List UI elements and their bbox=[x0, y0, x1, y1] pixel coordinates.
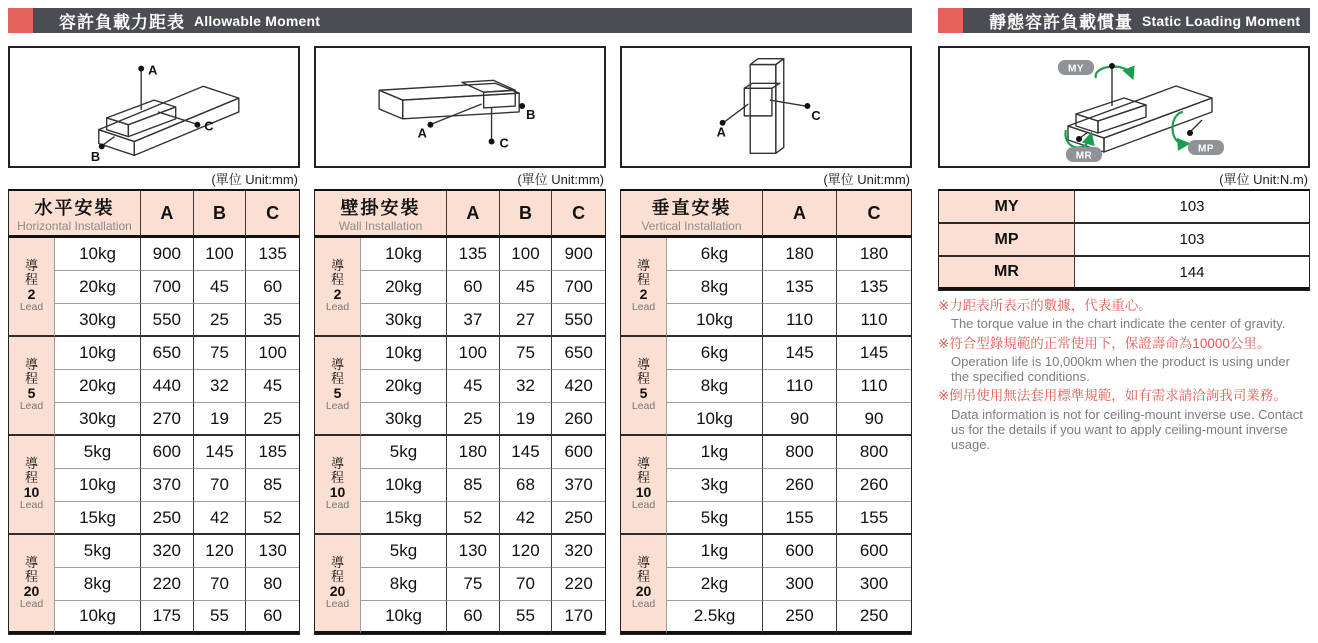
lead-number: 20 bbox=[23, 582, 40, 599]
diagram-point-dots bbox=[427, 103, 525, 144]
lead-cell bbox=[9, 238, 55, 337]
lead-cell bbox=[621, 337, 667, 436]
column-header-a: A bbox=[141, 191, 194, 238]
vertical-installation-diagram bbox=[620, 46, 912, 168]
lead-number: 5 bbox=[27, 385, 36, 402]
value-cell: 650 bbox=[552, 337, 605, 370]
lead-en: Lead bbox=[325, 301, 350, 314]
value-cell: 120 bbox=[194, 535, 247, 568]
load-cell: 8kg bbox=[667, 370, 763, 403]
value-cell: 170 bbox=[552, 601, 605, 634]
horizontal-installation-column bbox=[8, 46, 300, 635]
value-cell: 800 bbox=[763, 436, 837, 469]
value-cell: 270 bbox=[141, 403, 194, 436]
value-cell: 45 bbox=[447, 370, 500, 403]
value-cell: 145 bbox=[837, 337, 911, 370]
horizontal-diagram-svg bbox=[10, 48, 298, 166]
value-cell: 250 bbox=[552, 502, 605, 535]
value-cell: 180 bbox=[447, 436, 500, 469]
table-title-en: Vertical Installation bbox=[641, 218, 742, 233]
lead-zh-char: 程 bbox=[330, 371, 344, 387]
diagram-linework bbox=[379, 80, 519, 139]
unit-label-mm: (單位 Unit:mm) bbox=[211, 172, 298, 187]
column-header-c: C bbox=[837, 191, 911, 238]
load-cell: 6kg bbox=[667, 238, 763, 271]
value-cell: 145 bbox=[763, 337, 837, 370]
load-cell: 5kg bbox=[361, 535, 447, 568]
lead-en: Lead bbox=[631, 301, 656, 314]
value-cell: 110 bbox=[763, 304, 837, 337]
load-cell: 10kg bbox=[55, 337, 141, 370]
value-cell: 90 bbox=[763, 403, 837, 436]
allowable-moment-section bbox=[8, 8, 912, 635]
unit-label-mm: (單位 Unit:mm) bbox=[517, 172, 604, 187]
load-cell: 30kg bbox=[361, 304, 447, 337]
diagram-point-dots bbox=[1076, 63, 1193, 142]
diagram-linework bbox=[725, 59, 806, 154]
value-cell: 25 bbox=[246, 403, 299, 436]
value-cell: 700 bbox=[552, 271, 605, 304]
value-cell: 250 bbox=[837, 601, 911, 634]
column-header-a: A bbox=[447, 191, 500, 238]
value-cell: 370 bbox=[141, 469, 194, 502]
value-cell: 100 bbox=[194, 238, 247, 271]
value-cell: 35 bbox=[246, 304, 299, 337]
lead-zh-char: 導 bbox=[636, 258, 650, 274]
lead-zh-char: 程 bbox=[636, 371, 650, 387]
lead-number: 10 bbox=[329, 484, 346, 501]
value-cell: 110 bbox=[837, 304, 911, 337]
static-label-mp: MP bbox=[939, 224, 1075, 257]
lead-cell bbox=[315, 535, 361, 634]
value-cell: 37 bbox=[447, 304, 500, 337]
static-label-mr: MR bbox=[939, 257, 1075, 290]
value-cell: 52 bbox=[246, 502, 299, 535]
value-cell: 75 bbox=[500, 337, 553, 370]
static-moment-table bbox=[938, 189, 1310, 291]
value-cell: 220 bbox=[552, 568, 605, 601]
value-cell: 180 bbox=[763, 238, 837, 271]
load-cell: 10kg bbox=[361, 337, 447, 370]
mp-badge-label: MP bbox=[1198, 143, 1214, 155]
wall-installation-table bbox=[314, 189, 606, 635]
lead-zh-char: 導 bbox=[330, 357, 344, 373]
mr-badge-label: MR bbox=[1075, 150, 1093, 162]
column-header-c: C bbox=[246, 191, 299, 238]
load-cell: 5kg bbox=[55, 535, 141, 568]
value-cell: 420 bbox=[552, 370, 605, 403]
load-cell: 5kg bbox=[361, 436, 447, 469]
load-cell: 10kg bbox=[55, 601, 141, 634]
value-cell: 19 bbox=[500, 403, 553, 436]
lead-zh-char: 程 bbox=[636, 272, 650, 288]
load-cell: 30kg bbox=[361, 403, 447, 436]
static-loading-header bbox=[938, 8, 1310, 33]
value-cell: 25 bbox=[194, 304, 247, 337]
section-title-zh: 容許負載力距表 bbox=[59, 13, 185, 32]
value-cell: 900 bbox=[552, 238, 605, 271]
installation-columns bbox=[8, 46, 912, 635]
load-cell: 10kg bbox=[55, 238, 141, 271]
value-cell: 135 bbox=[447, 238, 500, 271]
value-cell: 68 bbox=[500, 469, 553, 502]
lead-zh-char: 導 bbox=[330, 456, 344, 472]
vertical-diagram-svg bbox=[622, 48, 910, 166]
value-cell: 600 bbox=[141, 436, 194, 469]
value-cell: 300 bbox=[837, 568, 911, 601]
section-title-en: Allowable Moment bbox=[194, 12, 321, 29]
lead-zh-char: 程 bbox=[636, 568, 650, 584]
lead-en: Lead bbox=[19, 301, 44, 314]
value-cell: 135 bbox=[763, 271, 837, 304]
value-cell: 600 bbox=[837, 535, 911, 568]
value-cell: 250 bbox=[763, 601, 837, 634]
lead-en: Lead bbox=[19, 400, 44, 413]
load-cell: 8kg bbox=[55, 568, 141, 601]
lead-cell bbox=[9, 535, 55, 634]
note-text-zh: ※力距表所表示的數據，代表重心。 bbox=[938, 298, 1152, 313]
value-cell: 135 bbox=[837, 271, 911, 304]
value-cell: 120 bbox=[500, 535, 553, 568]
value-cell: 55 bbox=[500, 601, 553, 634]
diagram-point-dots bbox=[720, 103, 811, 126]
value-cell: 19 bbox=[194, 403, 247, 436]
notes-list bbox=[938, 297, 1310, 456]
point-b-label: B bbox=[526, 106, 536, 122]
value-cell: 300 bbox=[763, 568, 837, 601]
allowable-moment-header bbox=[8, 8, 912, 33]
static-column-wrap bbox=[938, 46, 1310, 456]
load-cell: 6kg bbox=[667, 337, 763, 370]
lead-en: Lead bbox=[325, 499, 350, 512]
lead-number: 10 bbox=[635, 484, 652, 501]
load-cell: 15kg bbox=[55, 502, 141, 535]
point-a-label: A bbox=[417, 125, 427, 141]
horizontal-installation-table bbox=[8, 189, 300, 635]
value-cell: 100 bbox=[447, 337, 500, 370]
note-item bbox=[938, 297, 1310, 332]
point-a-label: A bbox=[716, 124, 726, 140]
value-cell: 440 bbox=[141, 370, 194, 403]
lead-zh-char: 程 bbox=[24, 470, 38, 486]
accent-square bbox=[8, 8, 33, 33]
lead-en: Lead bbox=[631, 597, 656, 610]
value-cell: 45 bbox=[246, 370, 299, 403]
accent-square bbox=[938, 8, 963, 33]
lead-number: 2 bbox=[639, 286, 648, 303]
value-cell: 135 bbox=[246, 238, 299, 271]
value-cell: 600 bbox=[552, 436, 605, 469]
lead-zh-char: 導 bbox=[24, 554, 38, 570]
lead-zh-char: 導 bbox=[24, 456, 38, 472]
lead-zh-char: 導 bbox=[330, 258, 344, 274]
lead-cell bbox=[621, 238, 667, 337]
lead-number: 20 bbox=[635, 582, 652, 599]
lead-cell bbox=[9, 436, 55, 535]
value-cell: 155 bbox=[763, 502, 837, 535]
value-cell: 800 bbox=[837, 436, 911, 469]
static-diagram-svg bbox=[940, 48, 1308, 166]
section-title-en: Static Loading Moment bbox=[1142, 12, 1301, 29]
value-cell: 75 bbox=[447, 568, 500, 601]
point-a-label: A bbox=[148, 62, 158, 78]
value-cell: 85 bbox=[447, 469, 500, 502]
note-text-zh: ※符合型錄規範的正常使用下，保證壽命為10000公里。 bbox=[938, 335, 1271, 351]
note-text-en: The torque value in the chart indicate the center of gravity. bbox=[951, 316, 1286, 332]
note-text-zh: ※倒吊使用無法套用標準規範，如有需求請洽詢我司業務。 bbox=[938, 388, 1287, 404]
static-value-mr: 144 bbox=[1075, 257, 1309, 290]
lead-cell bbox=[315, 436, 361, 535]
value-cell: 260 bbox=[552, 403, 605, 436]
wall-installation-column bbox=[314, 46, 606, 635]
static-value-my: 103 bbox=[1075, 191, 1309, 224]
value-cell: 42 bbox=[194, 502, 247, 535]
lead-en: Lead bbox=[325, 400, 350, 413]
unit-label-mm: (單位 Unit:mm) bbox=[823, 172, 910, 187]
load-cell: 10kg bbox=[361, 238, 447, 271]
value-cell: 27 bbox=[500, 304, 553, 337]
lead-zh-char: 導 bbox=[636, 357, 650, 373]
table-title bbox=[9, 191, 141, 238]
load-cell: 30kg bbox=[55, 403, 141, 436]
value-cell: 550 bbox=[141, 304, 194, 337]
value-cell: 900 bbox=[141, 238, 194, 271]
value-cell: 650 bbox=[141, 337, 194, 370]
unit-label-nm: (單位 Unit:N.m) bbox=[1219, 172, 1308, 187]
value-cell: 110 bbox=[837, 370, 911, 403]
diagram-linework bbox=[99, 69, 239, 156]
load-cell: 30kg bbox=[55, 304, 141, 337]
load-cell: 5kg bbox=[55, 436, 141, 469]
lead-zh-char: 導 bbox=[24, 357, 38, 373]
load-cell: 8kg bbox=[667, 271, 763, 304]
lead-zh-char: 導 bbox=[636, 554, 650, 570]
column-header-c: C bbox=[552, 191, 605, 238]
lead-zh-char: 導 bbox=[330, 554, 344, 570]
load-cell: 20kg bbox=[361, 271, 447, 304]
table-title-en: Wall Installation bbox=[338, 218, 423, 233]
load-cell: 2.5kg bbox=[667, 601, 763, 634]
value-cell: 25 bbox=[447, 403, 500, 436]
value-cell: 220 bbox=[141, 568, 194, 601]
section-title-zh: 靜態容許負載慣量 bbox=[989, 13, 1133, 32]
note-item bbox=[938, 335, 1310, 385]
horizontal-installation-diagram bbox=[8, 46, 300, 168]
load-cell: 3kg bbox=[667, 469, 763, 502]
load-cell: 10kg bbox=[667, 304, 763, 337]
table-title bbox=[621, 191, 763, 238]
point-c-label: C bbox=[499, 135, 509, 151]
value-cell: 32 bbox=[194, 370, 247, 403]
value-cell: 155 bbox=[837, 502, 911, 535]
load-cell: 10kg bbox=[361, 601, 447, 634]
lead-number: 10 bbox=[23, 484, 40, 501]
value-cell: 100 bbox=[500, 238, 553, 271]
value-cell: 60 bbox=[447, 601, 500, 634]
value-cell: 52 bbox=[447, 502, 500, 535]
lead-number: 5 bbox=[333, 385, 342, 402]
load-cell: 8kg bbox=[361, 568, 447, 601]
value-cell: 90 bbox=[837, 403, 911, 436]
value-cell: 175 bbox=[141, 601, 194, 634]
lead-zh-char: 程 bbox=[636, 470, 650, 486]
lead-cell bbox=[621, 436, 667, 535]
lead-cell bbox=[9, 337, 55, 436]
load-cell: 15kg bbox=[361, 502, 447, 535]
value-cell: 100 bbox=[246, 337, 299, 370]
wall-diagram-svg bbox=[316, 48, 604, 166]
lead-number: 2 bbox=[27, 286, 36, 303]
column-header-b: B bbox=[500, 191, 553, 238]
value-cell: 45 bbox=[500, 271, 553, 304]
vertical-installation-table bbox=[620, 189, 912, 635]
lead-zh-char: 程 bbox=[24, 568, 38, 584]
value-cell: 32 bbox=[500, 370, 553, 403]
lead-en: Lead bbox=[19, 597, 44, 610]
point-b-label: B bbox=[90, 149, 101, 165]
lead-en: Lead bbox=[631, 499, 656, 512]
value-cell: 110 bbox=[763, 370, 837, 403]
lead-number: 20 bbox=[329, 582, 346, 599]
lead-zh-char: 程 bbox=[330, 568, 344, 584]
table-title-zh: 垂直安裝 bbox=[651, 197, 732, 218]
vertical-installation-column bbox=[620, 46, 912, 635]
value-cell: 70 bbox=[194, 469, 247, 502]
column-header-b: B bbox=[194, 191, 247, 238]
table-title-zh: 水平安裝 bbox=[34, 197, 115, 218]
value-cell: 60 bbox=[447, 271, 500, 304]
value-cell: 180 bbox=[837, 238, 911, 271]
value-cell: 320 bbox=[141, 535, 194, 568]
column-header-a: A bbox=[763, 191, 837, 238]
lead-en: Lead bbox=[631, 400, 656, 413]
note-item bbox=[938, 387, 1310, 452]
lead-en: Lead bbox=[325, 597, 350, 610]
value-cell: 55 bbox=[194, 601, 247, 634]
value-cell: 185 bbox=[246, 436, 299, 469]
point-c-label: C bbox=[204, 118, 214, 134]
value-cell: 80 bbox=[246, 568, 299, 601]
load-cell: 10kg bbox=[361, 469, 447, 502]
value-cell: 260 bbox=[763, 469, 837, 502]
value-cell: 45 bbox=[194, 271, 247, 304]
value-cell: 130 bbox=[246, 535, 299, 568]
static-label-my: MY bbox=[939, 191, 1075, 224]
table-title-zh: 壁掛安裝 bbox=[340, 197, 421, 218]
lead-zh-char: 程 bbox=[24, 272, 38, 288]
static-moment-diagram bbox=[938, 46, 1310, 168]
static-value-mp: 103 bbox=[1075, 224, 1309, 257]
point-c-label: C bbox=[811, 107, 821, 123]
lead-zh-char: 導 bbox=[24, 258, 38, 274]
value-cell: 700 bbox=[141, 271, 194, 304]
value-cell: 600 bbox=[763, 535, 837, 568]
load-cell: 20kg bbox=[55, 271, 141, 304]
value-cell: 70 bbox=[194, 568, 247, 601]
value-cell: 250 bbox=[141, 502, 194, 535]
table-title-en: Horizontal Installation bbox=[17, 218, 132, 233]
lead-en: Lead bbox=[19, 499, 44, 512]
value-cell: 60 bbox=[246, 601, 299, 634]
value-cell: 85 bbox=[246, 469, 299, 502]
load-cell: 20kg bbox=[361, 370, 447, 403]
load-cell: 10kg bbox=[55, 469, 141, 502]
load-cell: 10kg bbox=[667, 403, 763, 436]
load-cell: 2kg bbox=[667, 568, 763, 601]
value-cell: 60 bbox=[246, 271, 299, 304]
wall-installation-diagram bbox=[314, 46, 606, 168]
load-cell: 20kg bbox=[55, 370, 141, 403]
lead-zh-char: 程 bbox=[330, 470, 344, 486]
value-cell: 42 bbox=[500, 502, 553, 535]
lead-zh-char: 程 bbox=[24, 371, 38, 387]
load-cell: 1kg bbox=[667, 436, 763, 469]
value-cell: 145 bbox=[194, 436, 247, 469]
value-cell: 550 bbox=[552, 304, 605, 337]
value-cell: 70 bbox=[500, 568, 553, 601]
value-cell: 75 bbox=[194, 337, 247, 370]
lead-number: 5 bbox=[639, 385, 648, 402]
value-cell: 320 bbox=[552, 535, 605, 568]
lead-cell bbox=[315, 238, 361, 337]
table-title bbox=[315, 191, 447, 238]
lead-zh-char: 導 bbox=[636, 456, 650, 472]
load-cell: 5kg bbox=[667, 502, 763, 535]
static-column bbox=[938, 46, 1310, 456]
lead-number: 2 bbox=[333, 286, 342, 303]
lead-cell bbox=[621, 535, 667, 634]
note-text-en: Operation life is 10,000km when the product is using under the specified conditions. bbox=[951, 353, 1290, 385]
lead-cell bbox=[315, 337, 361, 436]
value-cell: 145 bbox=[500, 436, 553, 469]
static-loading-section bbox=[938, 8, 1310, 456]
value-cell: 130 bbox=[447, 535, 500, 568]
lead-zh-char: 程 bbox=[330, 272, 344, 288]
my-badge-label: MY bbox=[1068, 63, 1084, 75]
load-cell: 1kg bbox=[667, 535, 763, 568]
value-cell: 260 bbox=[837, 469, 911, 502]
value-cell: 370 bbox=[552, 469, 605, 502]
note-text-en: Data information is not for ceiling-mount inverse use. Contact us for the details if you want to apply ceiling-mount inverse usage. bbox=[951, 406, 1303, 453]
